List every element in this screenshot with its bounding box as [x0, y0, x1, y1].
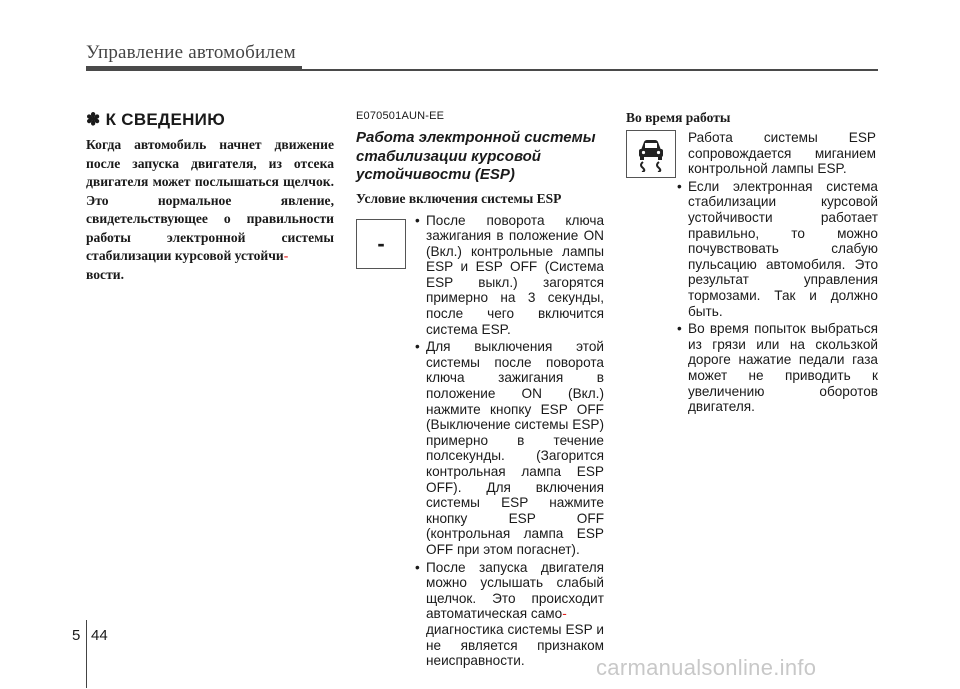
note-title: ✽ К СВЕДЕНИЮ — [86, 110, 226, 129]
note-column — [86, 110, 334, 284]
header-rule-accent — [86, 66, 302, 71]
list-item: • Во время попыток выбраться из грязи или на скользкой дороге нажатие педали газа может не приводить к увеличению оборотов двигателя. — [674, 321, 878, 415]
indicator-placeholder-symbol: - — [377, 230, 385, 256]
esp-skid-icon — [626, 130, 676, 178]
operation-title: Во время работы — [626, 110, 731, 125]
note-body-tail: вости. — [86, 266, 124, 282]
watermark: carmanualsonline.info — [596, 655, 817, 680]
list-item-text: После запуска двигателя можно услышать слабый щелчок. Это происходит автоматическая само — [426, 559, 604, 622]
list-item: • Для выключения этой системы после поворота ключа зажигания в положение ON (Вкл.) нажмите кнопку ESP OFF (Выключение системы ESP) примерно в течение полсекунды. (Загорится контрольная лампа ESP OFF). Для включения системы ESP нажмите кнопку ESP OFF (контрольная лампа ESP OFF при этом погаснет). — [412, 339, 604, 557]
note-body — [86, 136, 334, 284]
list-item: • После поворота ключа зажигания в положение ON (Вкл.) контрольные лампы ESP и ESP OFF (Система ESP выкл.) загорятся примерно на 3 секунды, после чего включится система ESP. — [412, 213, 604, 338]
operation-column — [626, 110, 878, 417]
list-item: • Если электронная система стабилизации курсовой устойчивости работает правильно, то можно почувствовать слабую пульсацию автомобиля. Это результат управления тормозами. Так и должно быть. — [674, 179, 878, 319]
section-code: E070501AUN-EE — [356, 110, 445, 122]
page-number: 44 — [91, 627, 108, 644]
list-item — [412, 560, 604, 669]
list-item-tail: диагностика системы ESP и не является признаком неисправности. — [426, 621, 604, 669]
esp-conditions — [356, 213, 604, 671]
section-number: 5 — [72, 627, 81, 644]
page-header-title: Управление автомобилем — [86, 42, 296, 63]
section-subtitle: Условие включения системы ESP — [356, 190, 562, 206]
esp-conditions-list — [412, 213, 604, 671]
hyphen-mark: - — [283, 248, 289, 263]
section-title: Работа электронной системы стабилизации курсовой устойчивости (ESP) — [356, 129, 596, 183]
footer-divider — [86, 620, 87, 688]
note-body-text: Когда автомобиль начнет движение после запуска двигателя, из отсека двигателя может послышаться щелчок. Это нормальное явление, свидетельствующее о правильности работы электронной системы стабилизации курсовой устойчи — [86, 137, 334, 263]
indicator-placeholder-box — [356, 219, 406, 269]
operation-intro: Работа системы ESP сопровождается миганием контрольной лампы ESP. — [688, 130, 876, 177]
operation-list — [674, 179, 878, 415]
operation-intro-row — [626, 130, 878, 179]
esp-section-column — [356, 110, 604, 671]
hyphen-mark: - — [562, 606, 567, 622]
esp-skid-icon-graphic — [634, 136, 668, 172]
